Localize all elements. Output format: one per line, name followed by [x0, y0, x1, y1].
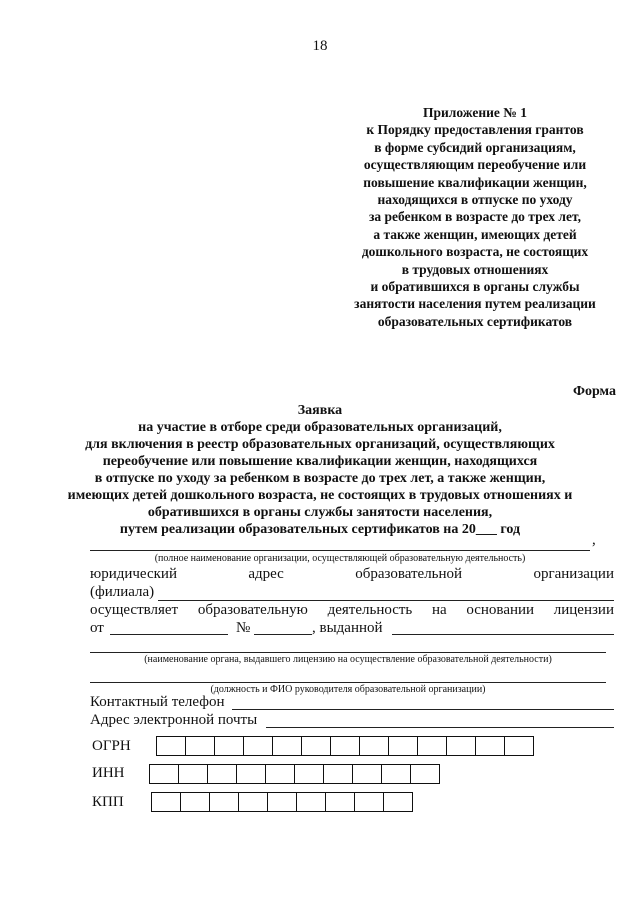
- appendix-line: повышение квалификации женщин,: [363, 174, 587, 190]
- issuer-caption: (наименование органа, выдавшего лицензию на осуществление образовательной деятельности): [144, 654, 552, 665]
- ogrn-cell[interactable]: [446, 736, 476, 756]
- license-row: [90, 602, 614, 619]
- license-word: осуществляет: [90, 602, 179, 618]
- ogrn-cell[interactable]: [243, 736, 273, 756]
- kpp-cell[interactable]: [325, 792, 355, 812]
- appendix-line: в трудовых отношениях: [401, 261, 549, 277]
- ogrn-cell[interactable]: [388, 736, 418, 756]
- appendix-line: в форме субсидий организациям,: [374, 139, 576, 155]
- appendix-line: за ребенком в возрасте до трех лет,: [368, 209, 581, 225]
- address-row: [90, 566, 614, 583]
- ogrn-cell[interactable]: [156, 736, 186, 756]
- org-name-field[interactable]: [90, 538, 590, 551]
- ogrn-cell[interactable]: [214, 736, 244, 756]
- appendix-line: а также женщин, имеющих детей: [373, 226, 577, 242]
- inn-cell[interactable]: [265, 764, 295, 784]
- kpp-cell[interactable]: [209, 792, 239, 812]
- ogrn-cell[interactable]: [185, 736, 215, 756]
- inn-cell[interactable]: [381, 764, 411, 784]
- title-line: на участие в отборе среди образовательных организаций,: [138, 420, 502, 435]
- ogrn-cell[interactable]: [475, 736, 505, 756]
- address-word: организации: [533, 566, 614, 582]
- inn-boxes[interactable]: [150, 764, 440, 784]
- ogrn-cell[interactable]: [301, 736, 331, 756]
- address-word: образовательной: [355, 566, 463, 582]
- kpp-cell[interactable]: [267, 792, 297, 812]
- appendix-line: находящихся в отпуске по уходу: [377, 192, 573, 208]
- inn-cell[interactable]: [352, 764, 382, 784]
- kpp-boxes[interactable]: [152, 792, 413, 812]
- inn-cell[interactable]: [178, 764, 208, 784]
- ogrn-cell[interactable]: [272, 736, 302, 756]
- title-line: имеющих детей дошкольного возраста, не состоящих в трудовых отношениях и: [67, 488, 573, 503]
- title-line: Заявка: [297, 403, 343, 418]
- inn-cell[interactable]: [236, 764, 266, 784]
- number-label: №: [236, 620, 251, 636]
- kpp-cell[interactable]: [296, 792, 326, 812]
- head-field[interactable]: [90, 670, 606, 683]
- inn-cell[interactable]: [410, 764, 440, 784]
- address-word: юридический: [90, 566, 177, 582]
- license-word: образовательную: [197, 602, 308, 618]
- kpp-cell[interactable]: [383, 792, 413, 812]
- ogrn-boxes[interactable]: [157, 736, 534, 756]
- application-title: [0, 402, 640, 538]
- phone-field[interactable]: [232, 697, 614, 710]
- appendix-heading: [330, 104, 620, 330]
- org-name-comma: ,: [592, 532, 596, 548]
- title-line: путем реализации образовательных сертификатов на 20___ год: [119, 522, 521, 537]
- head-caption: (должность и ФИО руководителя образовательной организации): [210, 684, 486, 695]
- title-line: в отпуске по уходу за ребенком в возрасте до трех лет, а также женщин,: [94, 471, 546, 486]
- address-word: адрес: [248, 566, 284, 582]
- title-line: переобучение или повышение квалификации женщин, находящихся: [102, 454, 538, 469]
- form-label: Форма: [572, 384, 616, 399]
- ogrn-label: ОГРН: [92, 738, 131, 754]
- inn-label: ИНН: [92, 765, 125, 781]
- inn-cell[interactable]: [149, 764, 179, 784]
- title-line: обратившихся в органы службы занятости населения,: [147, 505, 493, 520]
- address-field[interactable]: [158, 587, 614, 601]
- appendix-line: и обратившихся в органы службы: [370, 279, 580, 295]
- ogrn-cell[interactable]: [330, 736, 360, 756]
- kpp-cell[interactable]: [180, 792, 210, 812]
- issuer-field-continued[interactable]: [90, 640, 606, 653]
- email-field[interactable]: [266, 715, 614, 728]
- appendix-line: образовательных сертификатов: [377, 313, 573, 329]
- license-word: на: [431, 602, 447, 618]
- inn-cell[interactable]: [323, 764, 353, 784]
- appendix-line: осуществляющим переобучение или: [363, 157, 587, 173]
- license-word: основании: [466, 602, 535, 618]
- kpp-label: КПП: [92, 794, 124, 810]
- ogrn-cell[interactable]: [417, 736, 447, 756]
- license-word: деятельность: [327, 602, 413, 618]
- license-date-field[interactable]: [110, 622, 228, 635]
- email-label: Адрес электронной почты: [90, 712, 258, 728]
- ogrn-cell[interactable]: [359, 736, 389, 756]
- phone-label: Контактный телефон: [90, 694, 225, 710]
- appendix-line: дошкольного возраста, не состоящих: [361, 244, 589, 260]
- page-number: 18: [312, 38, 328, 54]
- issued-label: , выданной: [312, 620, 383, 636]
- org-name-caption: (полное наименование организации, осуществляющей образовательную деятельность): [154, 553, 526, 564]
- kpp-cell[interactable]: [354, 792, 384, 812]
- issuer-field[interactable]: [392, 622, 614, 635]
- ogrn-cell[interactable]: [504, 736, 534, 756]
- appendix-line: занятости населения путем реализации: [354, 296, 596, 312]
- title-line: для включения в реестр образовательных организаций, осуществляющих: [85, 437, 555, 452]
- inn-cell[interactable]: [294, 764, 324, 784]
- from-label: от: [90, 620, 104, 636]
- license-number-field[interactable]: [254, 622, 312, 635]
- kpp-cell[interactable]: [151, 792, 181, 812]
- appendix-line: к Порядку предоставления грантов: [366, 122, 584, 138]
- appendix-line: Приложение № 1: [423, 105, 527, 120]
- branch-label: (филиала): [90, 584, 155, 600]
- inn-cell[interactable]: [207, 764, 237, 784]
- kpp-cell[interactable]: [238, 792, 268, 812]
- license-word: лицензии: [553, 602, 614, 618]
